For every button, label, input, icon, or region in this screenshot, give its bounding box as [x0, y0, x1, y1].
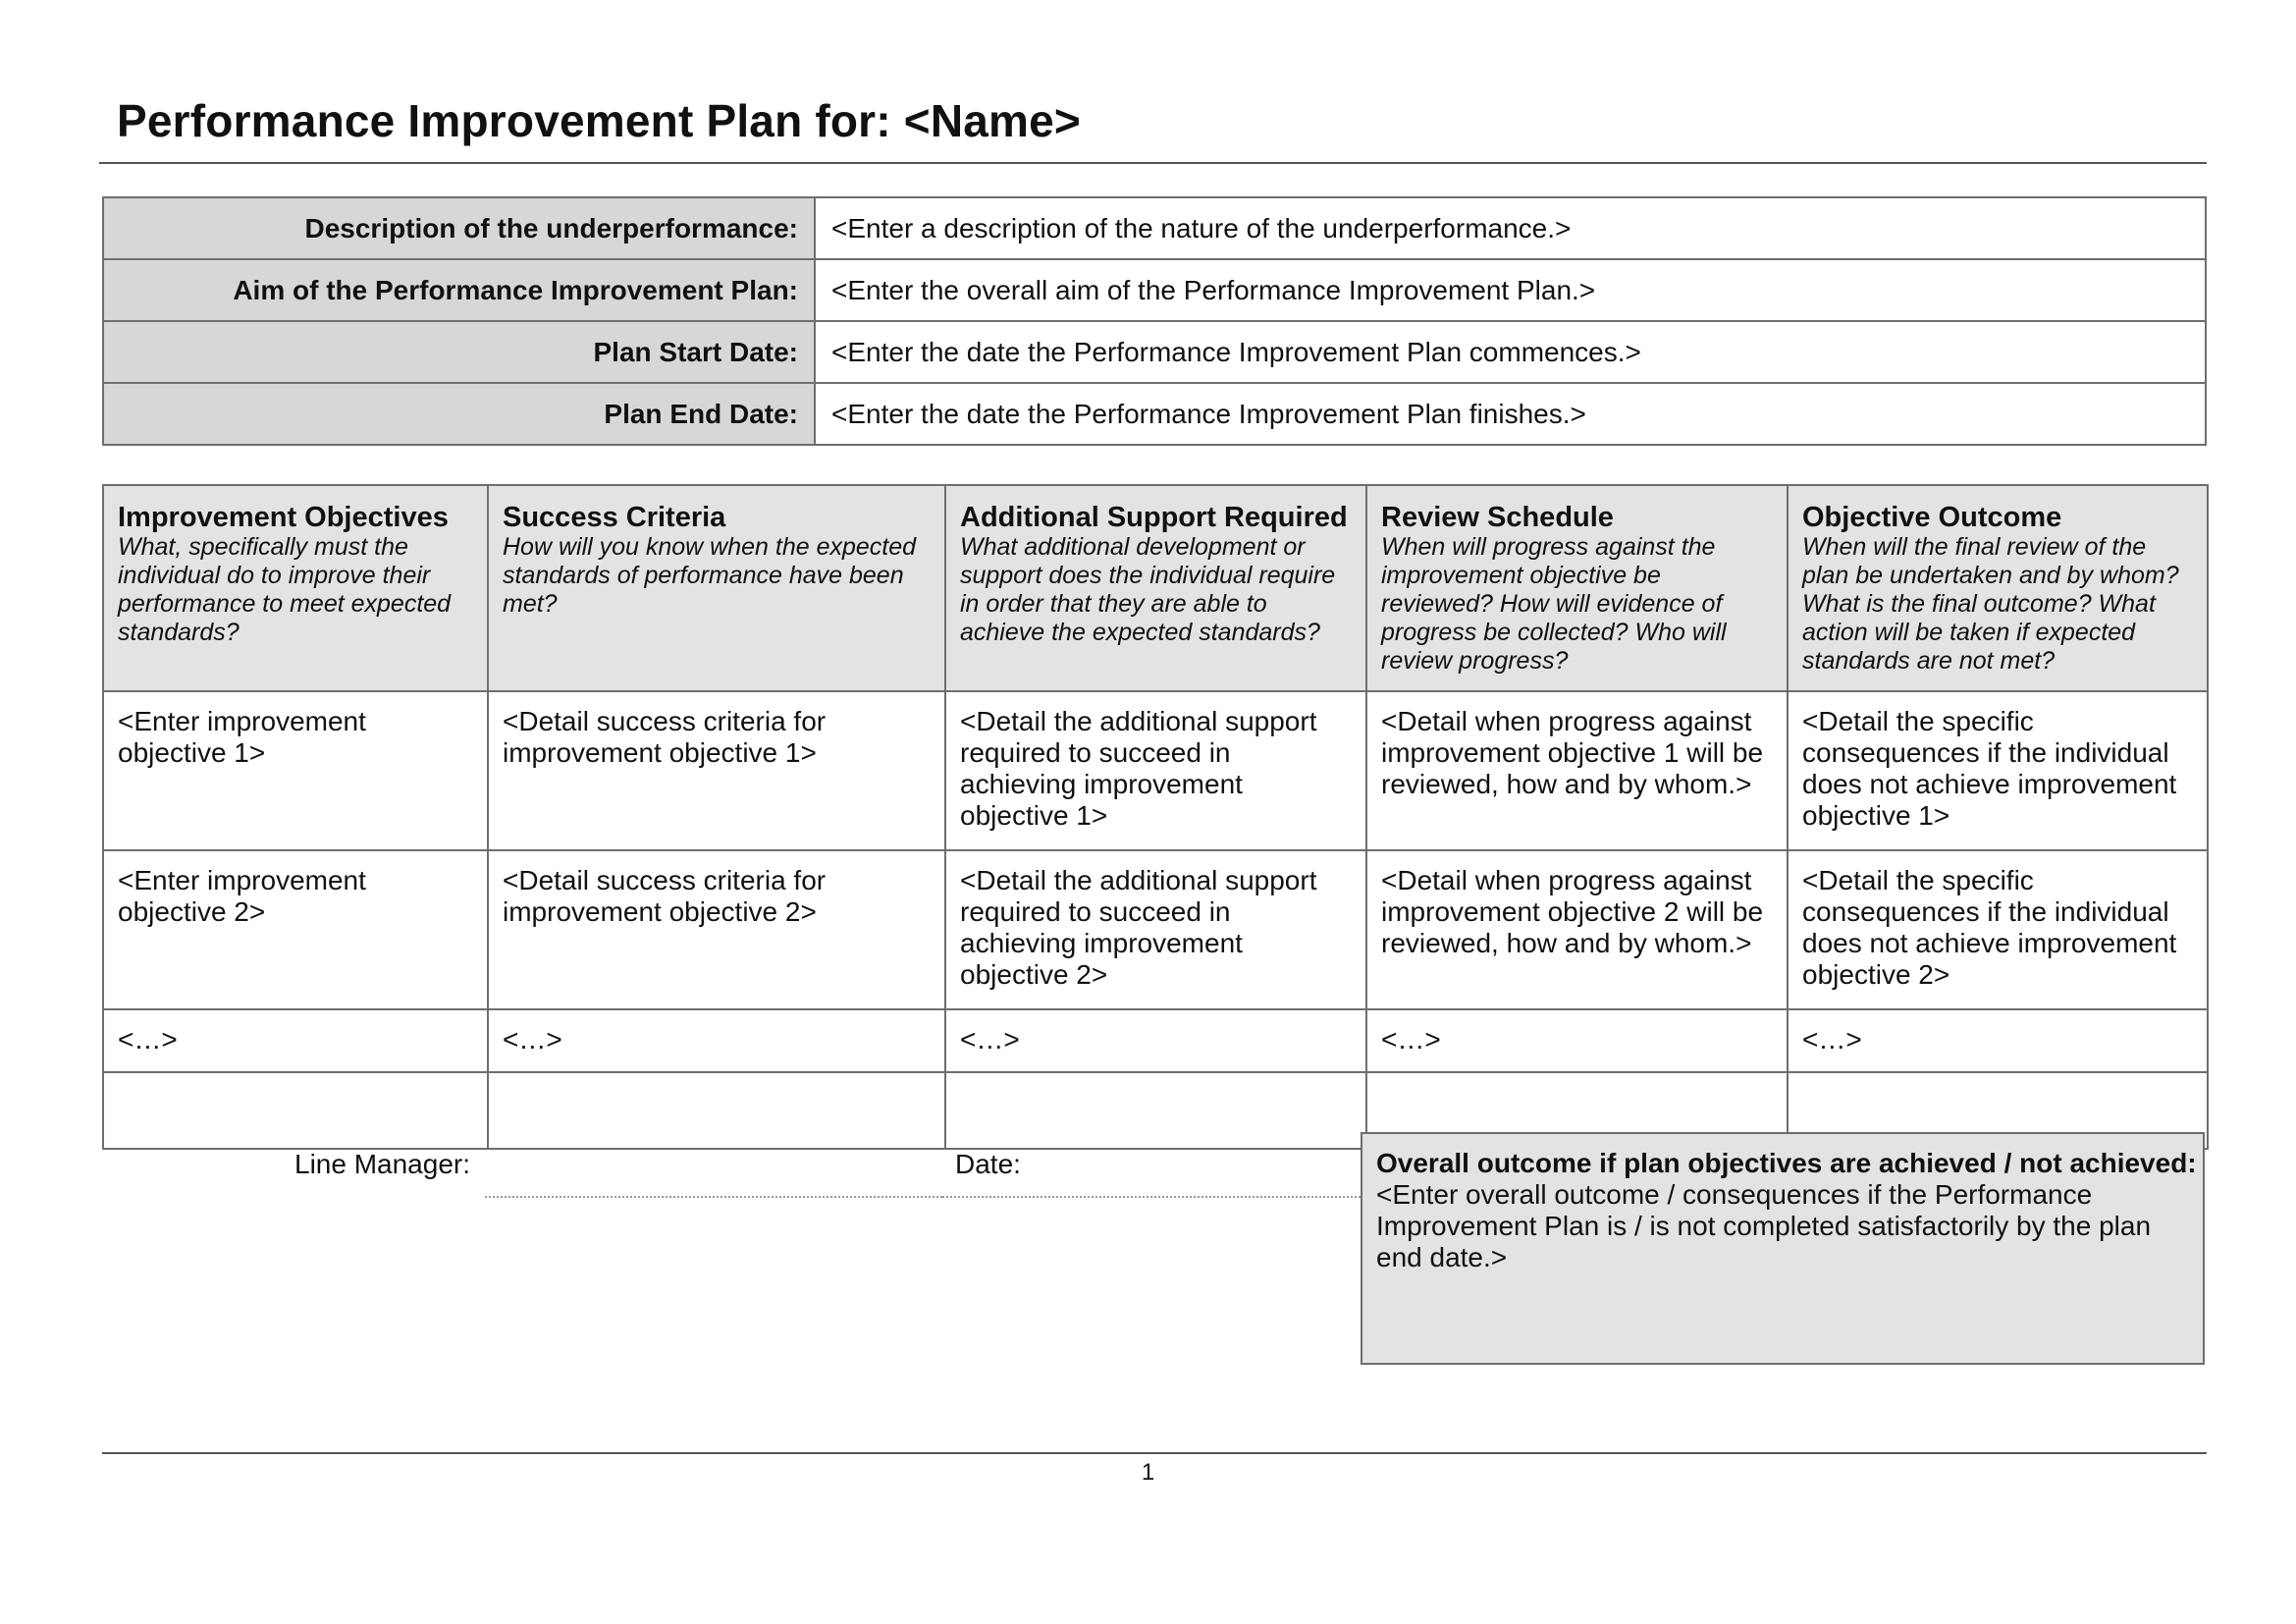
objective-outcome-cell[interactable]: <Detail the specific consequences if the individual does not achieve improvement objective 2>: [1788, 850, 2208, 1009]
aim-field[interactable]: <Enter the overall aim of the Performance Improvement Plan.>: [815, 259, 2206, 321]
success-criteria-cell[interactable]: <…>: [488, 1009, 945, 1072]
objective-row-1: [103, 691, 2208, 850]
summary-row-start-date: [103, 321, 2206, 383]
column-description: When will progress against the improvement objective be reviewed? How will evidence of progress be collected? Who will review progress?: [1381, 533, 1727, 675]
additional-support-cell[interactable]: <Detail the additional support required to succeed in achieving improvement objective 2>: [945, 850, 1366, 1009]
additional-support-cell[interactable]: <Detail the additional support required to succeed in achieving improvement objective 1>: [945, 691, 1366, 850]
review-schedule-cell[interactable]: <…>: [1366, 1009, 1788, 1072]
description-label: Description of the underperformance:: [103, 197, 815, 259]
objective-row-2: [103, 850, 2208, 1009]
success-criteria-cell[interactable]: <Detail success criteria for improvement objective 1>: [488, 691, 945, 850]
objective-outcome-cell[interactable]: <…>: [1788, 1009, 2208, 1072]
improvement-objective-cell[interactable]: <…>: [103, 1009, 488, 1072]
description-field[interactable]: <Enter a description of the nature of the underperformance.>: [815, 197, 2206, 259]
start-date-field[interactable]: <Enter the date the Performance Improvement Plan commences.>: [815, 321, 2206, 383]
column-header-improvement-objectives: [103, 485, 488, 691]
line-manager-label: Line Manager:: [294, 1149, 471, 1179]
date-label: Date:: [955, 1149, 1021, 1179]
objective-outcome-cell[interactable]: <Detail the specific consequences if the individual does not achieve improvement objective 1>: [1788, 691, 2208, 850]
additional-support-cell[interactable]: [945, 1072, 1366, 1149]
plan-summary-table: [102, 196, 2207, 446]
improvement-objective-cell[interactable]: [103, 1072, 488, 1149]
line-manager-signature-field[interactable]: [485, 1196, 942, 1198]
end-date-label: Plan End Date:: [103, 383, 815, 445]
end-date-field[interactable]: <Enter the date the Performance Improvement Plan finishes.>: [815, 383, 2206, 445]
column-description: What, specifically must the individual do to improve their performance to meet expected standards?: [118, 533, 452, 646]
title-divider: [99, 162, 2207, 164]
column-title: Objective Outcome: [1802, 502, 2062, 533]
objectives-header-row: [103, 485, 2208, 691]
date-field[interactable]: [942, 1196, 1361, 1198]
column-header-review-schedule: [1366, 485, 1788, 691]
column-title: Improvement Objectives: [118, 502, 449, 533]
overall-outcome-field[interactable]: <Enter overall outcome / consequences if the Performance Improvement Plan is / is not completed satisfactorily by the plan end date.>: [1376, 1179, 2152, 1272]
start-date-label: Plan Start Date:: [103, 321, 815, 383]
success-criteria-cell[interactable]: [488, 1072, 945, 1149]
column-description: What additional development or support does the individual require in order that they are able to achieve the expected standards?: [960, 533, 1336, 646]
page-title: Performance Improvement Plan for: <Name>: [117, 95, 1081, 146]
overall-outcome-box: [1361, 1132, 2205, 1365]
objectives-table: [102, 484, 2209, 1150]
additional-support-cell[interactable]: <…>: [945, 1009, 1366, 1072]
column-title: Additional Support Required: [960, 502, 1348, 533]
review-schedule-cell[interactable]: <Detail when progress against improvement objective 1 will be reviewed, how and by whom.>: [1366, 691, 1788, 850]
column-title: Success Criteria: [503, 502, 726, 533]
column-description: When will the final review of the plan be undertaken and by whom? What is the final outcome? What action will be taken if expected standards are not met?: [1802, 533, 2179, 675]
overall-outcome-title: Overall outcome if plan objectives are achieved / not achieved:: [1376, 1148, 2197, 1178]
column-header-success-criteria: [488, 485, 945, 691]
summary-row-aim: [103, 259, 2206, 321]
success-criteria-cell[interactable]: <Detail success criteria for improvement objective 2>: [488, 850, 945, 1009]
footer-divider: [102, 1452, 2207, 1454]
page-number: 1: [1141, 1459, 1155, 1486]
aim-label: Aim of the Performance Improvement Plan:: [103, 259, 815, 321]
summary-row-description: [103, 197, 2206, 259]
column-title: Review Schedule: [1381, 502, 1614, 533]
summary-row-end-date: [103, 383, 2206, 445]
column-description: How will you know when the expected standards of performance have been met?: [503, 533, 917, 618]
column-header-objective-outcome: [1788, 485, 2208, 691]
improvement-objective-cell[interactable]: <Enter improvement objective 1>: [103, 691, 488, 850]
review-schedule-cell[interactable]: <Detail when progress against improvement objective 2 will be reviewed, how and by whom.>: [1366, 850, 1788, 1009]
objective-row-more: [103, 1009, 2208, 1072]
improvement-objective-cell[interactable]: <Enter improvement objective 2>: [103, 850, 488, 1009]
column-header-additional-support: [945, 485, 1366, 691]
